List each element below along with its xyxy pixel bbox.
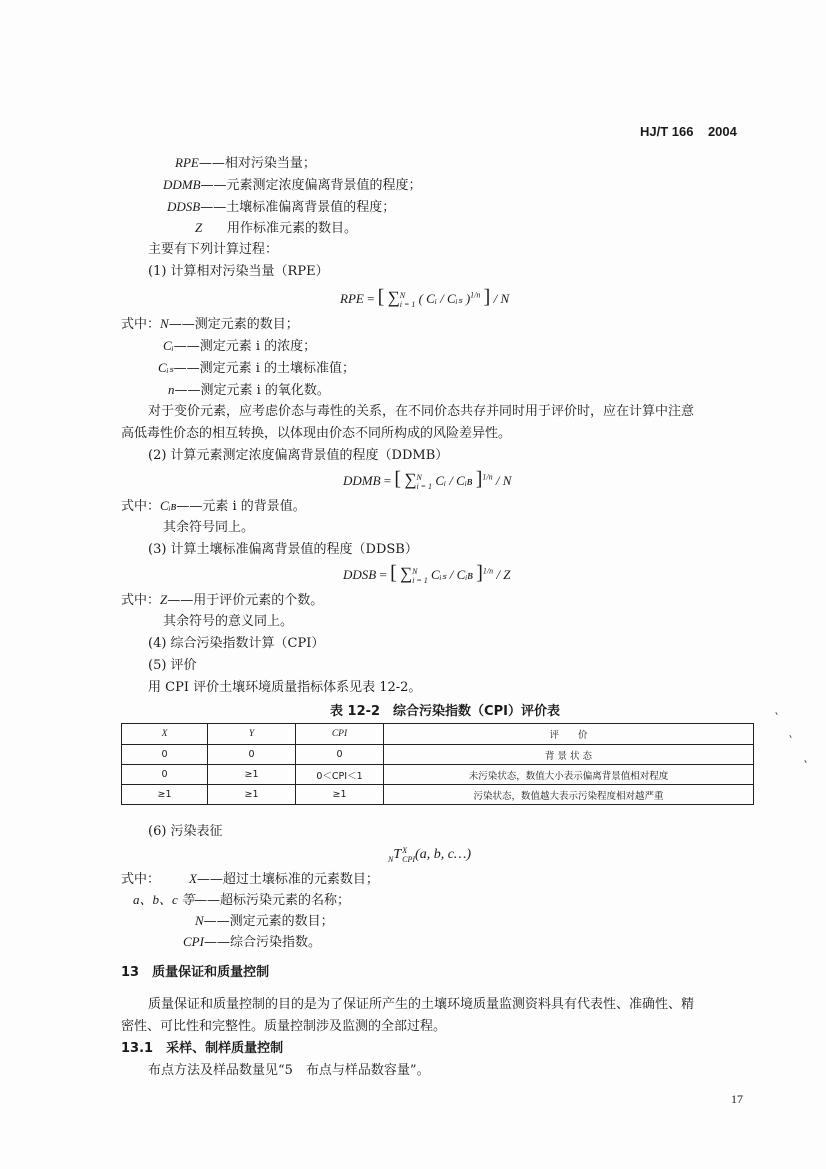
- header-evaluation: 评 价: [384, 724, 754, 745]
- cell: ≥1: [208, 765, 296, 785]
- steps-intro: 主要有下列计算过程：: [148, 242, 279, 257]
- cell: 0: [296, 745, 384, 765]
- header-x: X: [122, 724, 208, 745]
- where-1: 式中：N——测定元素的数目；: [121, 316, 299, 332]
- section-13-1-heading: 13.1 采样、制样质量控制: [121, 1041, 284, 1056]
- step-4: (4) 综合污染指数计算（CPI）: [148, 636, 325, 651]
- para13-line1: 质量保证和质量控制的目的是为了保证所产生的土壤环境质量监测资料具有代表性、准确性、精: [148, 997, 695, 1012]
- rest-2: 其余符号同上。: [163, 520, 255, 535]
- w6-abc: a、b、c 等——超标污染元素的名称；: [133, 892, 351, 908]
- scan-speck: [804, 760, 806, 763]
- equation-ddmb: DDMB = [ ∑N i = 1 Cᵢ / Cᵢʙ ]$^{1/n}$ / N: [343, 468, 512, 492]
- w1-ci: Cᵢ——测定元素 i 的浓度；: [163, 338, 317, 354]
- rest-3: 其余符号的意义同上。: [163, 614, 294, 629]
- cpi-evaluation-table: [121, 723, 754, 805]
- section-13-heading: 13 质量保证和质量控制: [121, 965, 270, 980]
- cell: ≥1: [208, 785, 296, 805]
- where-2: 式中：Cᵢʙ——元素 i 的背景值。: [121, 498, 306, 514]
- page-number: 17: [731, 1092, 743, 1106]
- scan-speck: [789, 735, 791, 738]
- header-y: Y: [208, 724, 296, 745]
- def-ddmb: DDMB——元素测定浓度偏离背景值的程度；: [163, 177, 422, 193]
- table-reference: 用 CPI 评价土壤环境质量指标体系见表 12-2。: [148, 680, 422, 695]
- step-2: (2) 计算元素测定浓度偏离背景值的程度（DDMB）: [148, 448, 449, 463]
- cell: ≥1: [122, 785, 208, 805]
- cell: 0: [122, 765, 208, 785]
- para1-line2: 高低毒性价态的相互转换，以体现由价态不同所构成的风险差异性。: [121, 426, 512, 441]
- step-6: (6) 污染表征: [148, 824, 223, 839]
- step-3: (3) 计算土壤标准偏离背景值的程度（DDSB）: [148, 542, 418, 557]
- cell: 0: [122, 745, 208, 765]
- w1-cis: Cᵢₛ——测定元素 i 的土壤标准值；: [158, 360, 356, 376]
- equation-tcpi: $_N$TX CPI(a, b, c…): [388, 846, 472, 865]
- where-3: 式中：Z——用于评价元素的个数。: [121, 592, 324, 608]
- header-cpi: CPI: [296, 724, 384, 745]
- cell: ≥1: [296, 785, 384, 805]
- def-rpe: RPE——相对污染当量；: [175, 155, 316, 171]
- w1-n: n——测定元素 i 的氧化数。: [168, 382, 330, 398]
- w6-n: N——测定元素的数目；: [195, 913, 334, 929]
- scan-speck: [775, 712, 777, 715]
- def-z: Z 用作标准元素的数目。: [195, 220, 358, 236]
- para13-1: 布点方法及样品数量见“5 布点与样品数容量”。: [148, 1063, 430, 1078]
- cell: 污染状态，数值越大表示污染程度相对越严重: [384, 785, 754, 805]
- equation-rpe: RPE = [ ∑N i = 1 ( Cᵢ / Cᵢₛ )$^{1/n}$ ] / N: [340, 286, 510, 310]
- table-row: [122, 745, 754, 765]
- standard-code: HJ/T 166 2004: [640, 124, 737, 139]
- step-1: (1) 计算相对污染当量（RPE）: [148, 264, 329, 279]
- table-header-row: [122, 724, 754, 745]
- para13-line2: 密性、可比性和完整性。质量控制涉及监测的全部过程。: [121, 1019, 447, 1034]
- cell: 0: [208, 745, 296, 765]
- step-5: (5) 评价: [148, 658, 197, 673]
- cell: 背 景 状 态: [384, 745, 754, 765]
- table-row: [122, 765, 754, 785]
- table-title: 表 12-2 综合污染指数（CPI）评价表: [330, 704, 560, 719]
- cell: 未污染状态，数值大小表示偏离背景值相对程度: [384, 765, 754, 785]
- where-6: 式中： X——超过土壤标准的元素数目；: [121, 871, 379, 887]
- equation-ddsb: DDSB = [ ∑N i = 1 Cᵢₛ / Cᵢʙ ]$^{1/n}$ / Z: [343, 562, 511, 586]
- para1-line1: 对于变价元素，应考虑价态与毒性的关系，在不同价态共存并同时用于评价时，应在计算中注意: [148, 404, 695, 419]
- def-ddsb: DDSB——土壤标准偏离背景值的程度；: [167, 199, 396, 215]
- table-row: [122, 785, 754, 805]
- w6-cpi: CPI——综合污染指数。: [183, 934, 321, 950]
- cell: 0＜CPI＜1: [296, 765, 384, 785]
